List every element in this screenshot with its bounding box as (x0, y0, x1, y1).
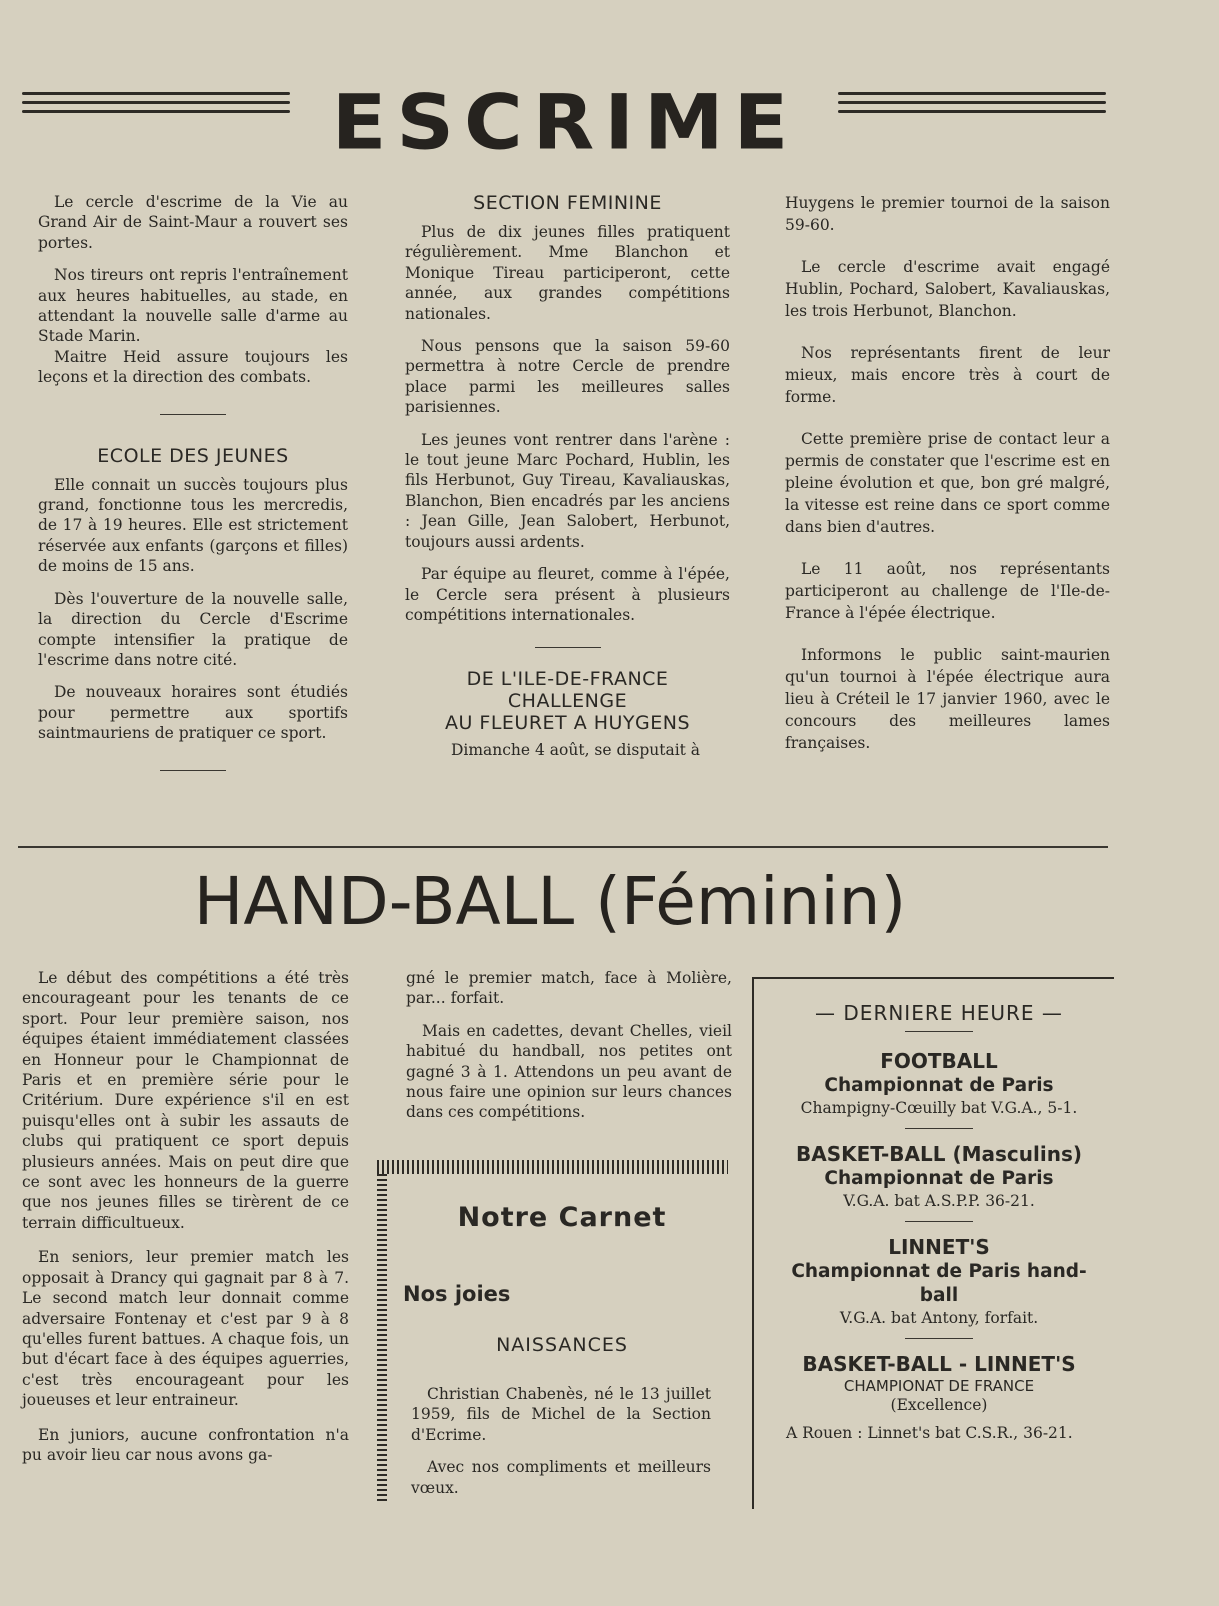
paragraph: En juniors, aucune confrontation n'a pu avoir lieu car nous avons ga- (22, 1425, 349, 1464)
news-head: LINNET'S (888, 1235, 990, 1259)
handball-column-1 (22, 968, 349, 1477)
divider (905, 1128, 973, 1129)
paragraph: Nous pensons que la saison 59-60 permettra à notre Cercle de prendre place parmi les meilleures salles parisiennes. (405, 337, 730, 417)
news-sub: Championnat de Paris hand-ball (791, 1261, 1087, 1306)
paragraph: De nouveaux horaires sont étudiés pour permettre aux sportifs saintmauriens de pratiquer ce sport. (38, 683, 348, 743)
news-item (774, 1234, 1104, 1328)
news-sub: CHAMPIONAT DE FRANCE (843, 1377, 1035, 1395)
news-result: Champigny-Cœuilly bat V.G.A., 5-1. (800, 1099, 1078, 1117)
news-sub-2: (Excellence) (890, 1396, 988, 1414)
paragraph: Elle connait un succès toujours plus grand, fonctionne tous les mercredis, de 17 à 19 heures. Elle est strictement réservée aux enfants (garçons et filles) de moins de 15 ans. (38, 475, 348, 576)
news-sub: Championnat de Paris (824, 1075, 1054, 1096)
escrime-title: ESCRIME (331, 78, 799, 167)
carnet-title: Notre Carnet (457, 1202, 667, 1233)
challenge-title (405, 668, 730, 734)
challenge-line: AU FLEURET A HUYGENS (444, 712, 691, 735)
paragraph: Le 11 août, nos représentants participeront au challenge de l'Ile-de-France à l'épée électrique. (785, 560, 1110, 622)
paragraph: Par équipe au fleuret, comme à l'épée, le Cercle sera présent à plusieurs compétitions internationales. (405, 565, 730, 624)
carnet-box (377, 1160, 728, 1505)
divider (905, 1338, 973, 1339)
escrime-column-2 (405, 192, 730, 773)
paragraph: Mais en cadettes, devant Chelles, vieil habitué du handball, nos petites ont gagné 3 à 1. Attendons un peu avant de nous faire une opinion sur leurs chances dans ces compétitions. (406, 1021, 732, 1122)
paragraph: Dimanche 4 août, se disputait à (450, 741, 701, 760)
challenge-line: CHALLENGE (507, 690, 628, 713)
paragraph: En seniors, leur premier match les opposait à Drancy qui gagnait par 8 à 7. Le second match leur donnait comme adversaire Fontenay et c'est par 9 à 8 qu'elles furent battues. A chaque fois, un but d'écart face à des équipes aguerries, c'est très encourageant pour les joueuses et leur entraineur. (22, 1248, 349, 1410)
paragraph: gné le premier match, face à Molière, par... forfait. (406, 969, 732, 1008)
paragraph: Nos tireurs ont repris l'entraînement aux heures habituelles, au stade, en attendant la nouvelle salle d'arme au Stade Marin. (38, 266, 348, 346)
paragraph: Cette première prise de contact leur a permis de constater que l'escrime est en pleine évolution et que, bon gré malgré, la vitesse est reine dans ce sport comme dans bien d'autres. (785, 430, 1110, 536)
news-result: V.G.A. bat A.S.P.P. 36-21. (843, 1192, 1035, 1210)
paragraph: Huygens le premier tournoi de la saison 59-60. (785, 194, 1110, 234)
news-item (774, 1141, 1104, 1211)
derniere-heure-box (752, 977, 1114, 1509)
news-result: A Rouen : Linnet's bat C.S.R., 36-21. (786, 1424, 1073, 1442)
title-ornament-right (838, 92, 1106, 106)
news-result: V.G.A. bat Antony, forfait. (839, 1309, 1039, 1327)
paragraph: Dès l'ouverture de la nouvelle salle, la direction du Cercle d'Escrime compte intensifier la pratique de l'escrime dans notre cité. (38, 589, 348, 669)
section-separator (18, 846, 1108, 848)
news-head: BASKET-BALL (Masculins) (796, 1142, 1082, 1166)
paragraph: Les jeunes vont rentrer dans l'arène : le tout jeune Marc Pochard, Hublin, les fils Herbunot, Guy Tireau, Kavaliauskas, Blanchon, Bien encadrés par les anciens : Jean Gille, Jean Salobert, Herbunot, toujours aussi ardents. (405, 430, 730, 551)
carnet-joies: Nos joies (403, 1282, 511, 1306)
paragraph: Nos représentants firent de leur mieux, mais encore très à court de forme. (785, 344, 1110, 406)
paragraph: Maitre Heid assure toujours les leçons et la direction des combats. (38, 347, 348, 387)
carnet-naissances: NAISSANCES (496, 1334, 628, 1356)
news-head: FOOTBALL (880, 1049, 998, 1073)
carnet-border-top (377, 1160, 728, 1174)
paragraph: Le cercle d'escrime avait engagé Hublin, Pochard, Salobert, Kavaliauskas, les trois Herbunot, Blanchon. (785, 258, 1110, 320)
paragraph: Christian Chabenès, né le 13 juillet 1959, fils de Michel de la Section d'Ecrime. (411, 1385, 711, 1444)
section-divider (535, 647, 601, 648)
news-item (774, 1048, 1104, 1118)
paragraph: Informons le public saint-maurien qu'un tournoi à l'épée électrique aura lieu à Créteil le 17 janvier 1960, avec le concours des meilleures lames françaises. (785, 646, 1110, 752)
challenge-line: DE L'ILE-DE-FRANCE (466, 668, 669, 691)
divider (905, 1031, 973, 1032)
news-head: BASKET-BALL - LINNET'S (802, 1352, 1076, 1376)
handball-column-2 (406, 968, 732, 1135)
escrime-column-1 (38, 192, 348, 771)
section-feminine-title: SECTION FEMININE (473, 192, 662, 214)
news-sub: Championnat de Paris (824, 1168, 1054, 1189)
paragraph: Avec nos compliments et meilleurs vœux. (411, 1458, 711, 1497)
derniere-heure-title: — DERNIERE HEURE — (815, 1001, 1063, 1025)
section-divider (160, 414, 226, 415)
carnet-text (411, 1384, 711, 1510)
news-item (774, 1351, 1104, 1443)
ecole-title: ECOLE DES JEUNES (97, 444, 289, 467)
paragraph: Plus de dix jeunes filles pratiquent régulièrement. Mme Blanchon et Monique Tireau participeront, cette année, aux grandes compétitions nationales. (405, 223, 730, 323)
title-ornament-left (22, 92, 290, 106)
handball-title: HAND-BALL (Féminin) (193, 863, 907, 940)
section-divider (160, 770, 226, 771)
divider (905, 1221, 973, 1222)
paragraph: Le cercle d'escrime de la Vie au Grand Air de Saint-Maur a rouvert ses portes. (38, 193, 348, 252)
carnet-border-left (377, 1174, 387, 1504)
paragraph: Le début des compétitions a été très encourageant pour les tenants de ce sport. Pour leur première saison, nos équipes étaient immédiatement classées en Honneur pour le Championnat de Paris et en première série pour le Critérium. Dure expérience s'il en est puisqu'elles ont à subir les assauts de clubs qui pratiquent ce sport depuis plusieurs années. Mais on peut dire que ce sont avec les honneurs de la guerre que nos jeunes filles se tirèrent de ce terrain difficultueux. (22, 969, 349, 1232)
escrime-column-3 (785, 192, 1110, 766)
